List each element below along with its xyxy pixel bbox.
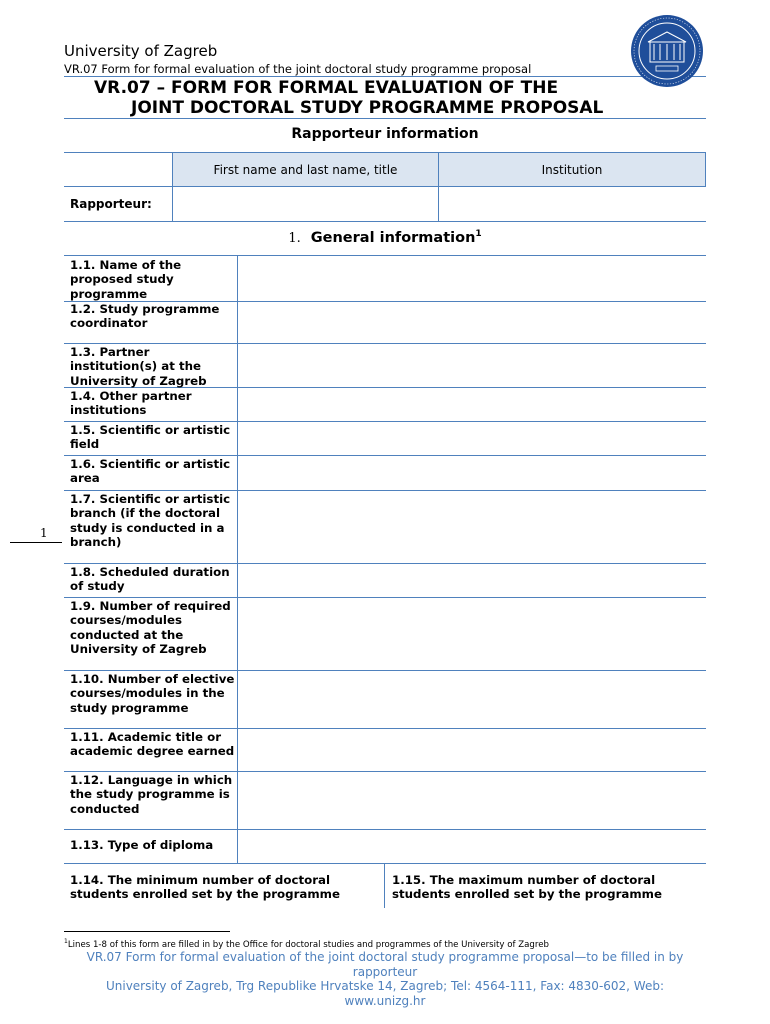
margin-number: 1 xyxy=(40,526,48,540)
form-title xyxy=(64,78,706,118)
form-title-line-1: VR.07 – FORM FOR FORMAL EVALUATION OF THE xyxy=(94,78,559,98)
rapporteur-institution-field[interactable] xyxy=(439,187,706,221)
university-seal-logo xyxy=(630,14,704,88)
table-row xyxy=(64,300,706,344)
table-row xyxy=(64,387,706,422)
footnote-reference: 1 xyxy=(475,229,482,239)
rapporteur-institution-header: Institution xyxy=(439,152,706,187)
row-label: 1.3. Partner institution(s) at the University of Zagreb xyxy=(70,345,207,388)
page-footer xyxy=(64,950,706,1008)
table-row xyxy=(64,771,706,830)
footnote xyxy=(64,938,549,950)
header-university: University of Zagreb xyxy=(64,42,218,60)
table-row xyxy=(64,597,706,671)
footnote-text: Lines 1-8 of this form are filled in by the Office for doctoral studies and programmes of the University of Zagreb xyxy=(67,939,549,950)
table-row xyxy=(64,455,706,491)
table-row xyxy=(64,670,706,729)
footer-line-2: University of Zagreb, Trg Republike Hrvatske 14, Zagreb; Tel: 4564-111, Fax: 4830-602, Web: www.unizg.hr xyxy=(105,979,665,1008)
row-label: 1.13. Type of diploma xyxy=(70,838,214,852)
rapporteur-header-row xyxy=(64,152,706,187)
table-row xyxy=(64,563,706,598)
table-row xyxy=(64,829,706,864)
table-row xyxy=(64,343,706,388)
row-label: 1.2. Study programme coordinator xyxy=(70,302,220,331)
rapporteur-name-header: First name and last name, title xyxy=(172,152,439,187)
section-title: General information xyxy=(310,229,476,246)
form-title-line-2: JOINT DOCTORAL STUDY PROGRAMME PROPOSAL xyxy=(131,98,604,118)
row-label: 1.6. Scientific or artistic area xyxy=(70,457,231,486)
column-divider xyxy=(384,863,385,908)
margin-rule xyxy=(10,542,62,543)
table-row xyxy=(64,255,706,302)
min-students-label: 1.14. The minimum number of doctoral students enrolled set by the programme xyxy=(70,873,340,902)
row-label: 1.10. Number of elective courses/modules in the study programme xyxy=(70,672,235,715)
title-divider xyxy=(64,118,706,119)
footnote-separator xyxy=(64,931,230,932)
row-label: 1.4. Other partner institutions xyxy=(70,389,192,418)
row-label: 1.8. Scheduled duration of study xyxy=(70,565,230,594)
table-row xyxy=(64,863,706,908)
rapporteur-label: Rapporteur: xyxy=(70,197,152,211)
rapporteur-corner-cell xyxy=(64,152,172,187)
footnote-marker: 1 xyxy=(64,938,68,945)
section-number: 1. xyxy=(288,230,301,246)
max-students-label: 1.15. The maximum number of doctoral students enrolled set by the programme xyxy=(392,873,662,902)
header-divider xyxy=(64,76,706,77)
table-row xyxy=(64,490,706,564)
row-label: 1.9. Number of required courses/modules conducted at the University of Zagreb xyxy=(70,599,231,656)
general-information-heading xyxy=(0,229,770,246)
rapporteur-name-field[interactable] xyxy=(172,187,439,221)
row-label: 1.12. Language in which the study programme is conducted xyxy=(70,773,233,816)
rapporteur-entry-row xyxy=(64,187,706,222)
header-subtitle: VR.07 Form for formal evaluation of the joint doctoral study programme proposal xyxy=(64,62,532,76)
row-label: 1.5. Scientific or artistic field xyxy=(70,423,231,452)
table-row xyxy=(64,421,706,456)
rapporteur-heading: Rapporteur information xyxy=(291,126,479,142)
table-row xyxy=(64,728,706,772)
row-label: 1.7. Scientific or artistic branch (if the doctoral study is conducted in a branch) xyxy=(70,492,231,549)
row-label: 1.11. Academic title or academic degree earned xyxy=(70,730,235,759)
footer-line-1: VR.07 Form for formal evaluation of the joint doctoral study programme proposal—to be filled in by rapporteur xyxy=(86,950,684,979)
row-label: 1.1. Name of the proposed study programme xyxy=(70,258,182,301)
